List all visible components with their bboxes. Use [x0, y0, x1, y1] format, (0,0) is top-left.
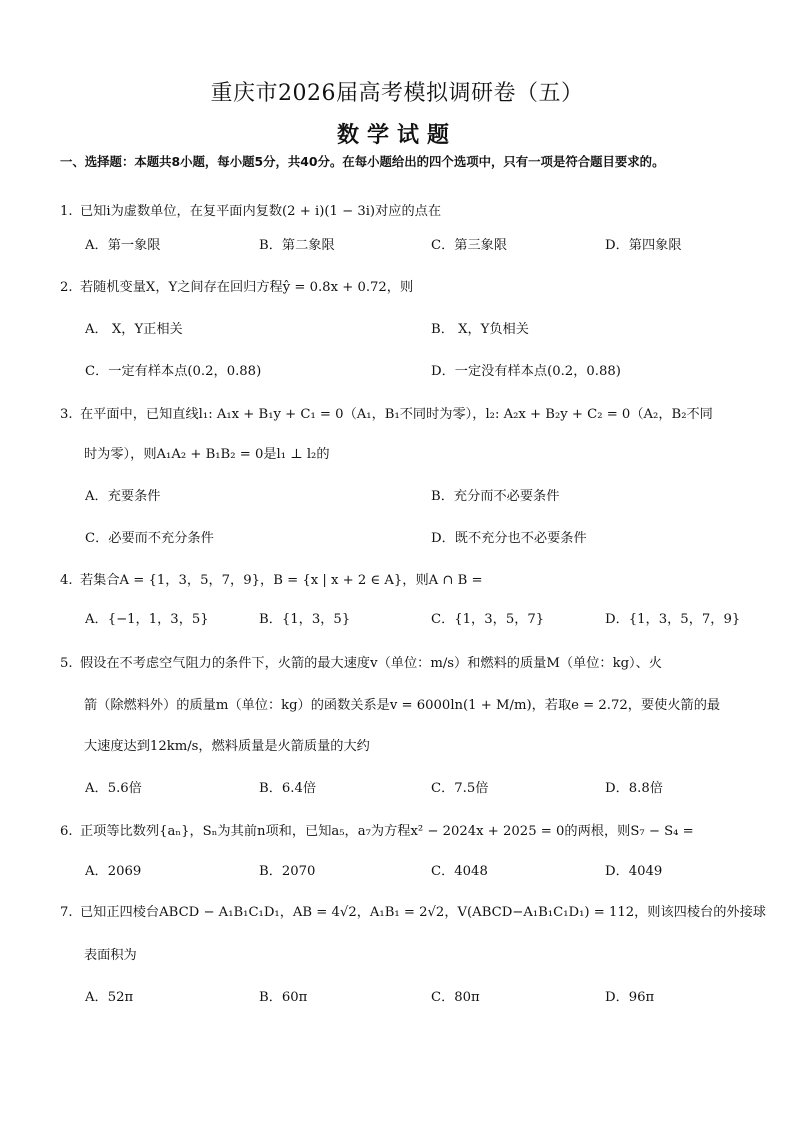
- option-c: C．7.5倍: [431, 781, 489, 796]
- question-number: 1.: [60, 204, 73, 219]
- question-stem-continued: 箭（除燃料外）的质量m（单位：kg）的函数关系是v = 6000ln(1 + M/m)，若取e = 2.72，要使火箭的最: [84, 698, 721, 713]
- option-d: D．{1，3，5，7，9}: [605, 612, 741, 627]
- option-a: A．52π: [85, 990, 134, 1005]
- question-stem-continued: 表面积为: [84, 948, 137, 963]
- question-5: [60, 652, 760, 671]
- section-heading: 一、选择题：本题共8小题，每小题5分，共40分。在每小题给出的四个选项中，只有一项是符合题目要求的。: [60, 154, 665, 169]
- option-b: B．第二象限: [259, 238, 335, 253]
- question-stem: 正项等比数列{aₙ}，Sₙ为其前n项和，已知a₅，a₇为方程x² − 2024x + 2025 = 0的两根，则S₇ − S₄ =: [80, 824, 694, 839]
- option-c: C．4048: [431, 864, 488, 879]
- option-a: A．2069: [85, 864, 142, 879]
- question-number: 6.: [60, 824, 73, 839]
- exam-subtitle: 数学试题: [336, 122, 457, 148]
- question-stem: 若集合A = {1，3，5，7，9}，B = {x | x + 2 ∈ A}，则A ∩ B =: [80, 573, 483, 588]
- question-1: [60, 200, 760, 219]
- question-stem: 已知i为虚数单位，在复平面内复数(2 + i)(1 − 3i)对应的点在: [80, 204, 442, 219]
- option-b: B．6.4倍: [259, 781, 317, 796]
- question-4: [60, 569, 760, 588]
- question-3: [60, 403, 760, 422]
- option-b: B． X，Y负相关: [431, 322, 529, 337]
- option-a: A．{−1，1，3，5}: [85, 612, 209, 627]
- option-b: B．60π: [259, 990, 308, 1005]
- question-6: [60, 820, 760, 839]
- option-a: A．5.6倍: [85, 781, 142, 796]
- question-stem: 假设在不考虑空气阻力的条件下，火箭的最大速度v（单位：m/s）和燃料的质量M（单位：kg）、火: [80, 656, 662, 671]
- option-b: B．充分而不必要条件: [431, 489, 560, 504]
- question-2: [60, 276, 760, 295]
- question-number: 7.: [60, 905, 73, 920]
- option-c: C．80π: [431, 990, 480, 1005]
- question-number: 3.: [60, 407, 73, 422]
- question-stem-continued: 时为零），则A₁A₂ + B₁B₂ = 0是l₁ ⊥ l₂的: [84, 447, 330, 462]
- option-a: A．充要条件: [85, 489, 161, 504]
- option-d: D．4049: [605, 864, 663, 879]
- option-c: C．必要而不充分条件: [85, 531, 214, 546]
- question-stem: 在平面中，已知直线l₁: A₁x + B₁y + C₁ = 0（A₁，B₁不同时为零），l₂: A₂x + B₂y + C₂ = 0（A₂，B₂不同: [80, 407, 713, 422]
- option-d: D．8.8倍: [605, 781, 663, 796]
- question-stem: 已知正四棱台ABCD − A₁B₁C₁D₁，AB = 4√2，A₁B₁ = 2√2，V(ABCD−A₁B₁C₁D₁) = 112，则该四棱台的外接球: [80, 905, 766, 920]
- exam-title: 重庆市2026届高考模拟调研卷（五）: [210, 81, 584, 106]
- option-c: C．第三象限: [431, 238, 508, 253]
- option-c: C．一定有样本点(0.2，0.88): [85, 364, 262, 379]
- option-b: B．2070: [259, 864, 316, 879]
- question-number: 2.: [60, 280, 73, 295]
- option-d: D．96π: [605, 990, 655, 1005]
- option-b: B．{1，3，5}: [259, 612, 351, 627]
- option-a: A． X，Y正相关: [85, 322, 183, 337]
- question-number: 4.: [60, 573, 73, 588]
- option-d: D．一定没有样本点(0.2，0.88): [431, 364, 621, 379]
- question-stem-continued-2: 大速度达到12km/s，燃料质量是火箭质量的大约: [84, 739, 370, 754]
- question-7: [60, 901, 766, 920]
- question-stem: 若随机变量X，Y之间存在回归方程ŷ = 0.8x + 0.72，则: [80, 280, 414, 295]
- question-number: 5.: [60, 656, 73, 671]
- option-a: A．第一象限: [85, 238, 161, 253]
- option-c: C．{1，3，5，7}: [431, 612, 545, 627]
- option-d: D．既不充分也不必要条件: [431, 531, 587, 546]
- option-d: D．第四象限: [605, 238, 682, 253]
